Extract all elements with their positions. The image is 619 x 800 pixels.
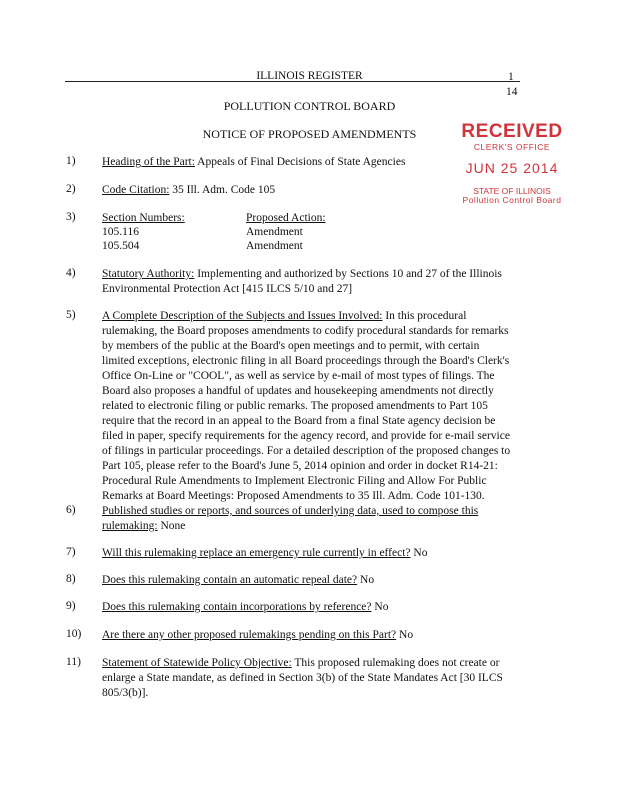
item-label: Statement of Statewide Policy Objective: xyxy=(102,657,292,669)
item-section-numbers-label xyxy=(102,211,185,226)
description-line: require that the record in an appeal to the Board from a final State agency decision be xyxy=(102,415,496,427)
item-number: 10) xyxy=(66,628,82,640)
item-number: 9) xyxy=(66,600,76,612)
item-label: Code Citation: xyxy=(102,184,170,196)
page-number: 1 xyxy=(508,71,514,83)
item-number: 11) xyxy=(66,656,81,668)
item-label-line: rulemaking: xyxy=(102,520,158,532)
section-number: 105.504 xyxy=(102,240,140,252)
description-line: rulemaking, the Board proposes amendments to codify procedural standards for remarks xyxy=(102,325,509,337)
stamp-office: CLERK'S OFFICE xyxy=(473,142,551,152)
item-text: In this procedural xyxy=(382,310,467,322)
description-line: by members of the public at the Board's open meetings and to permit, with certain xyxy=(102,340,480,352)
item-heading xyxy=(102,155,405,170)
item-number: 6) xyxy=(66,504,76,516)
register-title: ILLINOIS REGISTER xyxy=(256,70,363,82)
description-line: limited exceptions, electronic filing in all Board proceedings through the Board's Clerk's xyxy=(102,355,510,367)
item-label: Does this rulemaking contain incorporations by reference? xyxy=(102,601,372,613)
notice-title: NOTICE OF PROPOSED AMENDMENTS xyxy=(202,127,417,141)
item-emergency-rule xyxy=(102,546,427,561)
section-number: 105.116 xyxy=(102,226,139,238)
item-label: Published studies or reports, and sources of underlying data, used to compose this xyxy=(102,505,479,517)
item-description xyxy=(102,309,510,504)
item-text: This proposed rulemaking does not create or xyxy=(291,657,500,669)
item-label: Does this rulemaking contain an automatic repeal date? xyxy=(102,574,358,586)
item-text: No xyxy=(410,547,428,559)
description-line: Procedural Rule Amendments to Implement Electronic Filing and Allow For Public xyxy=(102,475,487,487)
item-text: No xyxy=(371,601,389,613)
item-label: Proposed Action: xyxy=(246,212,326,224)
item-policy-objective xyxy=(102,656,503,701)
description-line: Remarks at Board Meetings: Proposed Amendments to 35 Ill. Adm. Code 101-130. xyxy=(102,490,485,502)
item-text: No xyxy=(396,629,414,641)
description-line: Office On-Line or "COOL", as well as service by e-mail of most types of filings. The xyxy=(102,370,495,382)
item-label: Heading of the Part: xyxy=(102,156,195,168)
item-code-citation xyxy=(102,183,275,198)
description-line: related to electronic filing or public remarks. The proposed amendments to Part 105 xyxy=(102,400,488,412)
stamp-state: STATE OF ILLINOIS xyxy=(473,186,551,196)
board-title: POLLUTION CONTROL BOARD xyxy=(223,99,396,113)
item-label: Will this rulemaking replace an emergency rule currently in effect? xyxy=(102,547,411,559)
item-proposed-action-label xyxy=(246,211,326,226)
item-text: No xyxy=(357,574,375,586)
item-text-line: Environmental Protection Act [415 ILCS 5/10 and 27] xyxy=(102,283,353,295)
stamp-board: Pollution Control Board xyxy=(462,195,562,205)
description-line: of filings in particular proceedings. For a detailed description of the proposed changes to xyxy=(102,445,511,457)
item-published-studies xyxy=(102,504,478,534)
description-line: Board also proposes a handful of updates and housekeeping amendments not directly xyxy=(102,385,494,397)
page-number-secondary: 14 xyxy=(506,86,518,98)
received-stamp xyxy=(452,121,572,216)
section-action: Amendment xyxy=(246,240,303,252)
item-label: Statutory Authority: xyxy=(102,268,195,280)
item-label: Are there any other proposed rulemakings pending on this Part? xyxy=(102,629,397,641)
stamp-received: RECEIVED xyxy=(461,121,563,142)
item-text: Implementing and authorized by Sections 10 and 27 of the Illinois xyxy=(194,268,502,280)
item-number: 5) xyxy=(66,309,76,321)
item-number: 4) xyxy=(66,267,76,279)
item-label: Section Numbers: xyxy=(102,212,185,224)
item-text: None xyxy=(157,520,186,532)
description-line: Part 105, please refer to the Board's June 5, 2014 opinion and order in docket R14-21: xyxy=(102,460,498,472)
item-text-line: 805/3(b)]. xyxy=(102,687,149,699)
item-label: A Complete Description of the Subjects and Issues Involved: xyxy=(102,310,383,322)
item-text-line: enlarge a State mandate, as defined in Section 3(b) of the State Mandates Act [30 ILCS xyxy=(102,672,503,684)
item-text: Appeals of Final Decisions of State Agencies xyxy=(194,156,406,168)
item-number: 8) xyxy=(66,573,76,585)
section-action: Amendment xyxy=(246,226,303,238)
stamp-date: JUN 25 2014 xyxy=(465,160,559,176)
item-incorporations xyxy=(102,600,388,615)
item-text: 35 Ill. Adm. Code 105 xyxy=(169,184,276,196)
item-statutory-authority xyxy=(102,267,502,297)
item-number: 1) xyxy=(66,155,76,167)
item-repeal-date xyxy=(102,573,374,588)
item-pending-rulemakings xyxy=(102,628,413,643)
description-line: filed in paper, specify requirements for the agency record, and provide for e-mail service xyxy=(102,430,510,442)
item-number: 3) xyxy=(66,211,76,223)
item-number: 7) xyxy=(66,546,76,558)
item-number: 2) xyxy=(66,183,76,195)
